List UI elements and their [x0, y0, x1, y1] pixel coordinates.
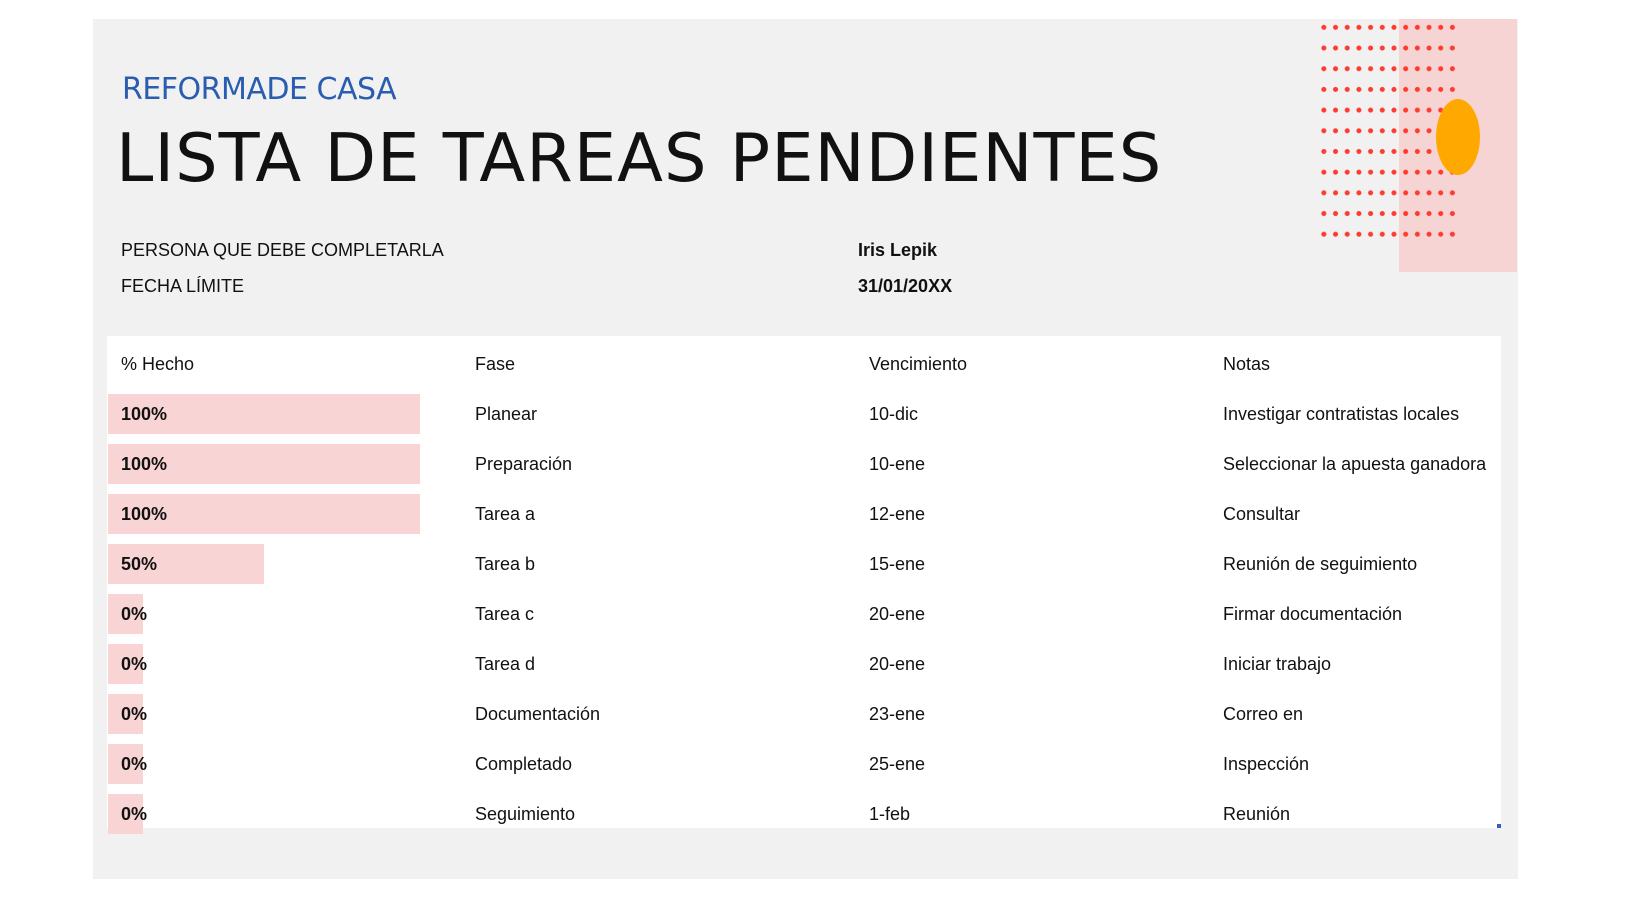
- phase-cell[interactable]: Documentación: [475, 704, 601, 724]
- notes-cell[interactable]: Investigar contratistas locales: [1223, 404, 1460, 424]
- percent-done[interactable]: 100%: [121, 404, 168, 424]
- due-date-cell[interactable]: 20-ene: [869, 654, 926, 674]
- percent-done[interactable]: 0%: [121, 804, 148, 824]
- notes-cell[interactable]: Iniciar trabajo: [1223, 654, 1332, 674]
- phase-cell[interactable]: Planear: [475, 404, 538, 424]
- decorative-orange-circle: [1436, 99, 1480, 175]
- column-header-due[interactable]: Vencimiento: [869, 354, 968, 374]
- percent-done[interactable]: 100%: [121, 454, 168, 474]
- phase-cell[interactable]: Tarea b: [475, 554, 536, 574]
- due-date-cell[interactable]: 10-dic: [869, 404, 919, 424]
- notes-cell[interactable]: Reunión: [1223, 804, 1291, 824]
- notes-cell[interactable]: Firmar documentación: [1223, 604, 1403, 624]
- phase-cell[interactable]: Tarea d: [475, 654, 536, 674]
- due-date-cell[interactable]: 10-ene: [869, 454, 926, 474]
- assignee-value[interactable]: Iris Lepik: [858, 240, 938, 260]
- phase-cell[interactable]: Seguimiento: [475, 804, 576, 824]
- notes-cell[interactable]: Reunión de seguimiento: [1223, 554, 1418, 574]
- deadline-value[interactable]: 31/01/20XX: [858, 276, 953, 296]
- assignee-label: PERSONA QUE DEBE COMPLETARLA: [121, 240, 444, 260]
- notes-cell[interactable]: Seleccionar la apuesta ganadora: [1223, 454, 1487, 474]
- column-header-phase[interactable]: Fase: [475, 354, 516, 374]
- table-resize-handle[interactable]: [1497, 824, 1501, 828]
- due-date-cell[interactable]: 20-ene: [869, 604, 926, 624]
- deadline-label: FECHA LÍMITE: [121, 276, 245, 296]
- notes-cell[interactable]: Inspección: [1223, 754, 1310, 774]
- due-date-cell[interactable]: 23-ene: [869, 704, 926, 724]
- percent-done[interactable]: 100%: [121, 504, 168, 524]
- due-date-cell[interactable]: 25-ene: [869, 754, 926, 774]
- notes-cell[interactable]: Correo en: [1223, 704, 1304, 724]
- phase-cell[interactable]: Completado: [475, 754, 573, 774]
- phase-cell[interactable]: Tarea c: [475, 604, 535, 624]
- due-date-cell[interactable]: 15-ene: [869, 554, 926, 574]
- project-subtitle[interactable]: REFORMADE CASA: [122, 72, 397, 107]
- percent-done[interactable]: 0%: [121, 654, 148, 674]
- page-title[interactable]: LISTA DE TAREAS PENDIENTES: [116, 119, 1163, 197]
- notes-cell[interactable]: Consultar: [1223, 504, 1301, 524]
- column-header-notes[interactable]: Notas: [1223, 354, 1271, 374]
- percent-done[interactable]: 0%: [121, 754, 148, 774]
- column-header-percent[interactable]: % Hecho: [121, 354, 195, 374]
- due-date-cell[interactable]: 1-feb: [869, 804, 911, 824]
- due-date-cell[interactable]: 12-ene: [869, 504, 926, 524]
- percent-done[interactable]: 0%: [121, 604, 148, 624]
- phase-cell[interactable]: Tarea a: [475, 504, 536, 524]
- percent-done[interactable]: 0%: [121, 704, 148, 724]
- percent-done[interactable]: 50%: [121, 554, 158, 574]
- phase-cell[interactable]: Preparación: [475, 454, 573, 474]
